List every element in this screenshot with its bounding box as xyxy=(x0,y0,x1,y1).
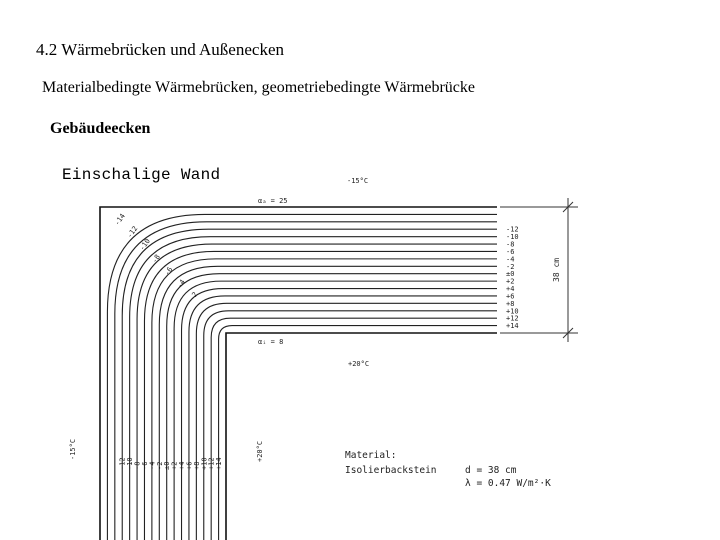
thickness-spec: d = 38 cm xyxy=(465,465,517,476)
subheading: Materialbedingte Wärmebrücken, geometriebedingte Wärmebrücke xyxy=(42,79,475,96)
isotherm-label-bottom: ±0 xyxy=(163,461,172,470)
isotherm-label: -8 xyxy=(506,240,515,249)
isotherm-label: +14 xyxy=(506,322,519,331)
heading: 4.2 Wärmebrücken und Außenecken xyxy=(36,40,284,59)
isotherm-label-bottom: -12 xyxy=(118,457,127,470)
isotherm-label-bottom: +4 xyxy=(178,461,187,470)
isotherm-line xyxy=(107,214,497,540)
alpha-outside: αₐ = 25 xyxy=(258,197,288,205)
isotherm-label: -2 xyxy=(506,262,515,271)
thickness-dimension-label: 38 cm xyxy=(552,257,561,282)
isotherm-label-bottom: -8 xyxy=(133,461,142,470)
isotherm-label-bottom: -2 xyxy=(155,461,164,470)
isotherm-label-bottom: +2 xyxy=(170,461,179,470)
isotherm-line xyxy=(196,303,497,540)
isotherm-label-diagonal: -14 xyxy=(113,212,127,228)
alpha-inside: αᵢ = 8 xyxy=(258,338,284,346)
isotherm-line xyxy=(159,266,497,540)
isotherm-line xyxy=(167,274,497,540)
isotherm-label: -10 xyxy=(506,233,519,242)
isotherm-label-bottom: -10 xyxy=(126,457,135,470)
isotherm-label-diagonal: -12 xyxy=(125,224,140,240)
isotherm-label: +6 xyxy=(506,292,515,301)
isotherm-line xyxy=(211,318,497,540)
isotherm-label: ±0 xyxy=(506,270,515,279)
isotherm-label-bottom: +14 xyxy=(215,457,224,470)
isotherm-label-bottom: +12 xyxy=(207,457,216,470)
isotherm-label: +10 xyxy=(506,307,519,316)
isotherm-label: -12 xyxy=(506,225,519,234)
inside-temp-right: +20°C xyxy=(348,360,370,368)
outside-temp-left: -15°C xyxy=(69,438,77,460)
material-heading: Material: xyxy=(345,450,397,461)
isotherm-label-diagonal: -8 xyxy=(150,253,162,265)
isotherm-label: +12 xyxy=(506,314,519,323)
isotherm-label: +4 xyxy=(506,285,515,294)
isotherm-label-diagonal: -10 xyxy=(138,237,152,253)
isotherm-line xyxy=(204,311,497,540)
inside-temp-bottom: +20°C xyxy=(256,440,264,462)
figure-title: Einschalige Wand xyxy=(62,166,221,184)
isotherm-label-bottom: +10 xyxy=(200,457,209,470)
isotherm-line xyxy=(174,281,497,540)
isotherm-line xyxy=(122,229,497,540)
isotherm-label-diagonal: -4 xyxy=(175,278,187,290)
isotherm-label-diagonal: -2 xyxy=(188,290,200,303)
isotherm-label: -6 xyxy=(506,247,515,256)
section-title: Gebäudeecken xyxy=(50,120,151,137)
isotherm-label: -4 xyxy=(506,255,515,264)
isotherm-label-bottom: -6 xyxy=(140,461,149,470)
material-name: Isolierbackstein xyxy=(345,465,437,476)
isotherm-label-bottom: -4 xyxy=(148,461,157,470)
isotherm-line xyxy=(219,326,497,540)
isotherm-label: +8 xyxy=(506,299,515,308)
outside-temp-top: -15°C xyxy=(347,177,369,185)
isotherm-label: +2 xyxy=(506,277,515,286)
isotherm-label-bottom: +6 xyxy=(185,461,194,470)
isotherm-label-diagonal: -6 xyxy=(163,265,175,278)
lambda-spec: λ = 0.47 W/m²·K xyxy=(465,478,551,489)
isotherm-label-bottom: +8 xyxy=(192,461,201,470)
